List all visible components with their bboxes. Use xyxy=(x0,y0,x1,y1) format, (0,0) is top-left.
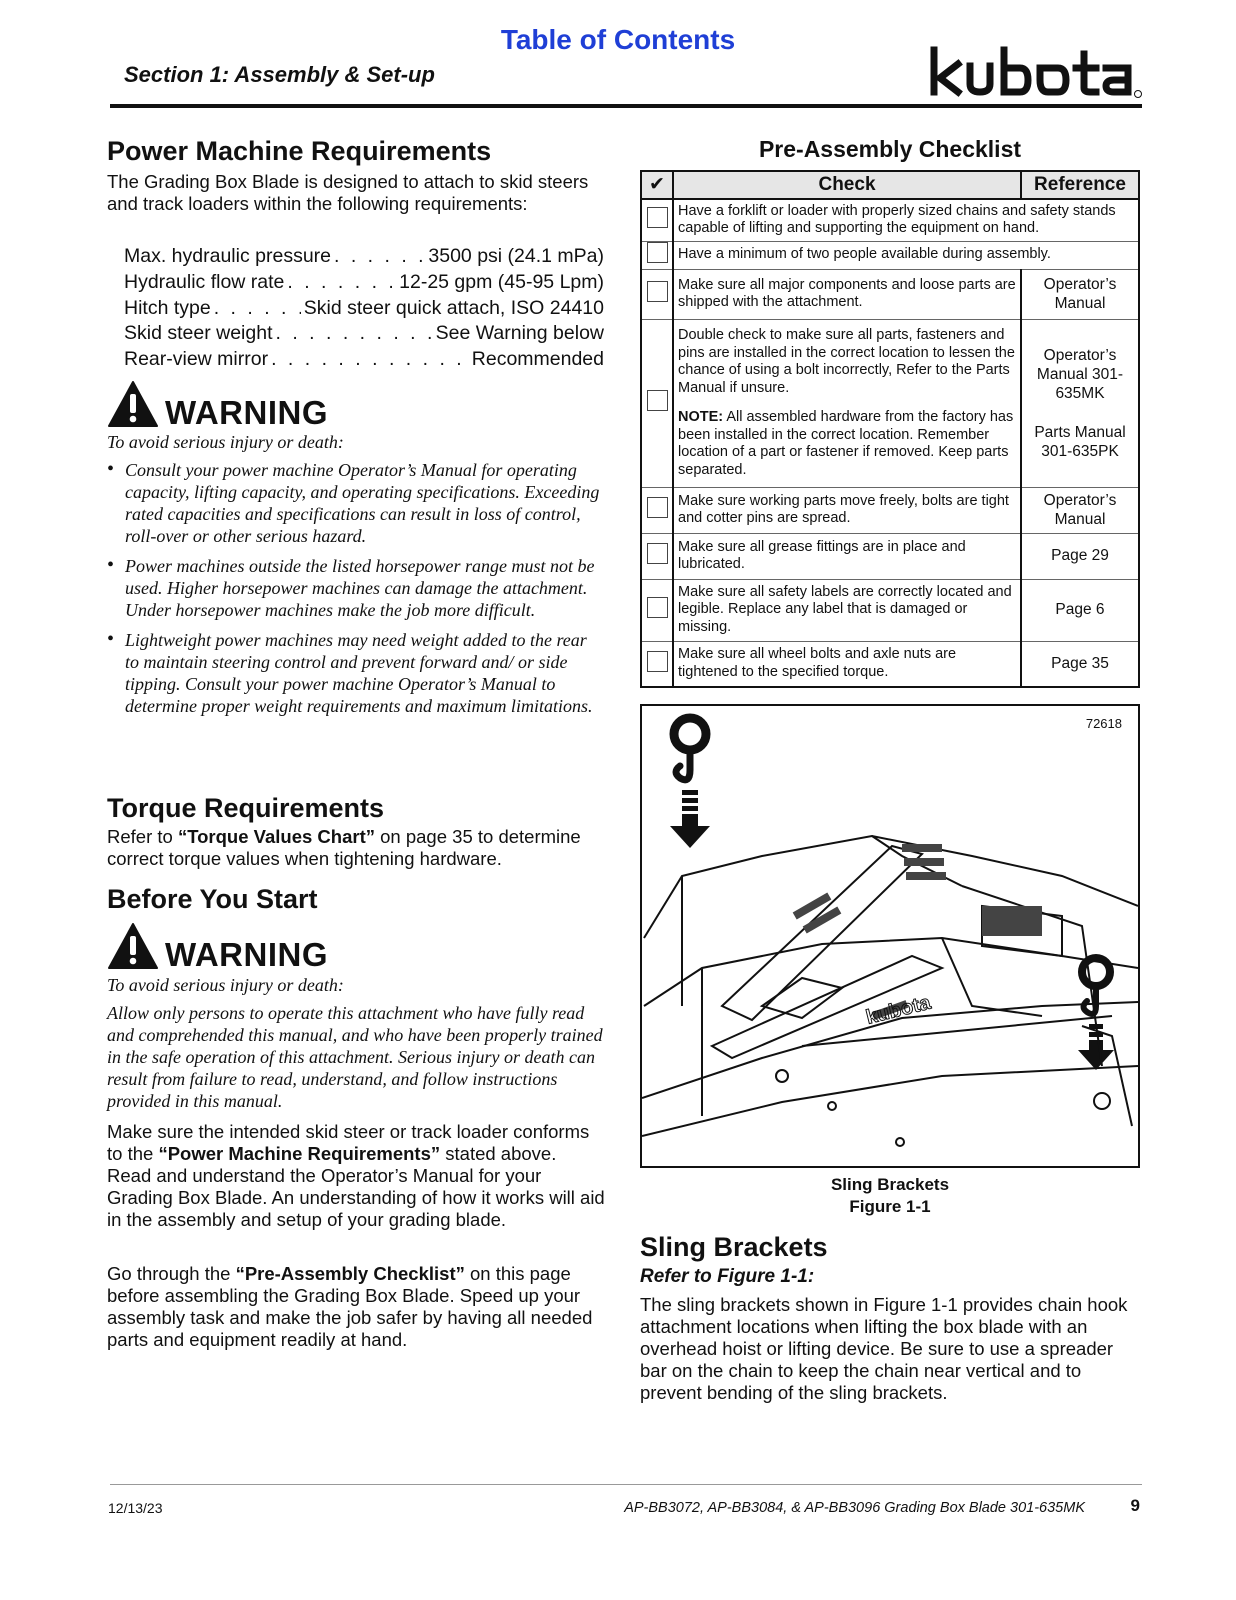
check-item: Make sure all major components and loose parts are shipped with the attachment. xyxy=(673,269,1021,319)
table-row xyxy=(641,199,1139,241)
reference-cell: Page 35 xyxy=(1021,641,1139,687)
figure-number: 72618 xyxy=(1085,716,1122,731)
box-blade-body xyxy=(642,836,1138,1146)
lift-hook-icon xyxy=(1078,958,1114,1070)
spec-row xyxy=(124,297,604,323)
table-row xyxy=(641,241,1139,269)
warning-bullet-list xyxy=(107,459,605,725)
table-row xyxy=(641,533,1139,579)
header-rule xyxy=(110,104,1142,108)
sling-text: The sling brackets shown in Figure 1-1 provides chain hook attachment locations when lifting the box blade with an overhead hoist or lifting device. Be sure to use a spreader bar on the chain to keep the chain near vertical and to prevent bending of the sling brackets. xyxy=(640,1294,1128,1403)
spec-value: 3500 psi (24.1 mPa) xyxy=(428,245,604,267)
check-item: Make sure all wheel bolts and axle nuts are tightened to the specified torque. xyxy=(673,641,1021,687)
checkbox[interactable] xyxy=(647,651,668,672)
paragraph-text: Go through the xyxy=(107,1263,236,1284)
spec-label: Rear-view mirror xyxy=(124,348,269,370)
sling-refer: Refer to Figure 1-1: xyxy=(640,1266,815,1287)
checkbox[interactable] xyxy=(647,242,668,263)
paragraph-text: Make sure the intended skid steer or track loader conforms to the xyxy=(107,1121,590,1164)
paragraph-text: stated above. Read and understand the Operator’s Manual for your Grading Box Blade. An understanding of how it works will aid in the assembly and setup of your grading blade. xyxy=(107,1143,605,1230)
torque-text xyxy=(107,826,605,870)
figure-caption-title: Sling Brackets xyxy=(830,1175,950,1194)
spec-row xyxy=(124,348,604,374)
checkbox[interactable] xyxy=(647,497,668,518)
table-of-contents-link[interactable]: Table of Contents xyxy=(500,24,736,55)
torque-chart-link[interactable]: “Torque Values Chart” xyxy=(177,826,375,847)
warning-title: WARNING xyxy=(165,936,328,973)
reference-cell: Page 29 xyxy=(1021,533,1139,579)
footer-rule xyxy=(110,1484,1142,1485)
check-item: Have a forklift or loader with properly sized chains and safety stands capable of lifting and supporting the equipment on hand. xyxy=(673,199,1139,241)
spec-label: Skid steer weight xyxy=(124,322,273,344)
warning-bullet: • Lightweight power machines may need weight added to the rear to maintain steering control and prevent forward and/ or side tipping. Consult your power machine Operator’s Manual to determine proper weight requirements and maximum limitations. xyxy=(107,629,605,717)
checkbox[interactable] xyxy=(647,597,668,618)
table-row xyxy=(641,579,1139,641)
paragraph-text: on this page before assembling the Grading Box Blade. Speed up your assembly task and make the job safer by having all needed parts and equipment readily at hand. xyxy=(107,1263,593,1350)
lift-hook-icon xyxy=(670,718,710,848)
note-label: NOTE: xyxy=(678,409,724,425)
check-item-note xyxy=(678,409,1016,479)
spec-value: See Warning below xyxy=(435,322,604,344)
check-item xyxy=(673,319,1021,487)
table-row xyxy=(641,319,1139,487)
warning-triangle-icon xyxy=(107,380,159,428)
warning-title: WARNING xyxy=(165,394,328,431)
reference-column-header: Reference xyxy=(1021,171,1139,199)
checkbox[interactable] xyxy=(647,207,668,228)
power-requirements-heading: Power Machine Requirements xyxy=(107,136,492,166)
before-start-paragraph xyxy=(107,1263,605,1351)
warning-triangle-icon xyxy=(107,922,159,970)
spec-row xyxy=(124,322,604,348)
spec-row xyxy=(124,245,604,271)
warning-bullet: • Consult your power machine Operator’s Manual for operating capacity, lifting capacity, and operating specifications. Exceeding rated capacities and specifications can result in loss of control, roll-over or other serious hazard. xyxy=(107,459,605,547)
figure-caption xyxy=(640,1174,1140,1218)
page-number: 9 xyxy=(1130,1496,1140,1515)
reference-cell: Operator’s Manual xyxy=(1021,269,1139,319)
check-column-header: Check xyxy=(673,171,1021,199)
torque-heading: Torque Requirements xyxy=(107,793,385,823)
kubota-logo xyxy=(928,44,1144,100)
sling-brackets-figure xyxy=(640,704,1140,1168)
warning-lead: To avoid serious injury or death: xyxy=(107,975,344,995)
spec-label: Max. hydraulic pressure xyxy=(124,245,331,267)
reference-text: Operator’s Manual 301-635MK xyxy=(1036,346,1124,402)
check-item: Make sure working parts move freely, bolts are tight and cotter pins are spread. xyxy=(673,487,1021,533)
warning-text: Allow only persons to operate this attachment who have fully read and comprehended this manual, and who have been properly trained in the safe operation of this attachment. Serious injury or death can result from failure to read, understand, and follow instructions provided in this manual. xyxy=(107,1003,603,1111)
footer-title: AP-BB3072, AP-BB3084, & AP-BB3096 Grading Box Blade 301-635MK xyxy=(624,1500,1085,1516)
warning-lead: To avoid serious injury or death: xyxy=(107,432,344,452)
warning-header xyxy=(107,922,607,978)
spec-label: Hitch type xyxy=(124,297,211,319)
torque-text-end: on page 35 to determine correct torque values when tightening hardware. xyxy=(107,826,581,869)
reference-cell xyxy=(1021,319,1139,487)
checkbox[interactable] xyxy=(647,543,668,564)
note-text: All assembled hardware from the factory has been installed in the correct location. Remember location of a part or fastener if removed. Keep parts separated. xyxy=(678,409,1014,478)
spec-label: Hydraulic flow rate xyxy=(124,271,285,293)
table-row xyxy=(641,487,1139,533)
figure-caption-label: Figure 1-1 xyxy=(849,1197,931,1216)
spec-value: Skid steer quick attach, ISO 24410 xyxy=(303,297,604,319)
power-requirements-intro: The Grading Box Blade is designed to attach to skid steers and track loaders within the following requirements: xyxy=(107,171,589,214)
checkbox[interactable] xyxy=(647,281,668,302)
spec-row xyxy=(124,271,604,297)
check-mark-header: ✔ xyxy=(641,171,673,199)
check-item: Make sure all grease fittings are in place and lubricated. xyxy=(673,533,1021,579)
table-row xyxy=(641,641,1139,687)
reference-text: Parts Manual 301-635PK xyxy=(1034,423,1126,460)
sling-brackets-heading: Sling Brackets xyxy=(640,1232,828,1262)
checkbox[interactable] xyxy=(647,390,668,411)
warning-bullet: • Power machines outside the listed horsepower range must not be used. Higher horsepower machines can damage the attachment. Under horsepower machines make the job more difficult. xyxy=(107,555,605,621)
table-row xyxy=(641,269,1139,319)
spec-value: Recommended xyxy=(471,348,604,370)
table-header-row xyxy=(641,171,1139,199)
warning-header xyxy=(107,380,607,436)
frame-logo-text: kubota xyxy=(863,991,933,1029)
checklist-link[interactable]: “Pre-Assembly Checklist” xyxy=(235,1263,465,1284)
before-start-heading: Before You Start xyxy=(107,884,318,914)
power-requirements-link[interactable]: “Power Machine Requirements” xyxy=(158,1143,441,1164)
before-start-paragraph xyxy=(107,1121,605,1231)
reference-cell: Page 6 xyxy=(1021,579,1139,641)
check-item: Make sure all safety labels are correctly located and legible. Replace any label that is damaged or missing. xyxy=(673,579,1021,641)
reference-cell: Operator’s Manual xyxy=(1021,487,1139,533)
pre-assembly-checklist-table xyxy=(640,170,1140,688)
check-item-text: Double check to make sure all parts, fasteners and pins are installed in the correct location to lessen the chance of using a bolt incorrectly, Refer to the Parts Manual if unsure. xyxy=(678,327,1015,396)
box-blade-illustration xyxy=(642,706,1138,1166)
section-title: Section 1: Assembly & Set-up xyxy=(124,62,435,87)
checklist-title: Pre-Assembly Checklist xyxy=(758,136,1022,162)
spec-value: 12-25 gpm (45-95 Lpm) xyxy=(399,271,604,293)
check-item: Have a minimum of two people available during assembly. xyxy=(673,241,1139,269)
footer-date: 12/13/23 xyxy=(108,1500,163,1516)
torque-text-start: Refer to xyxy=(107,826,178,847)
